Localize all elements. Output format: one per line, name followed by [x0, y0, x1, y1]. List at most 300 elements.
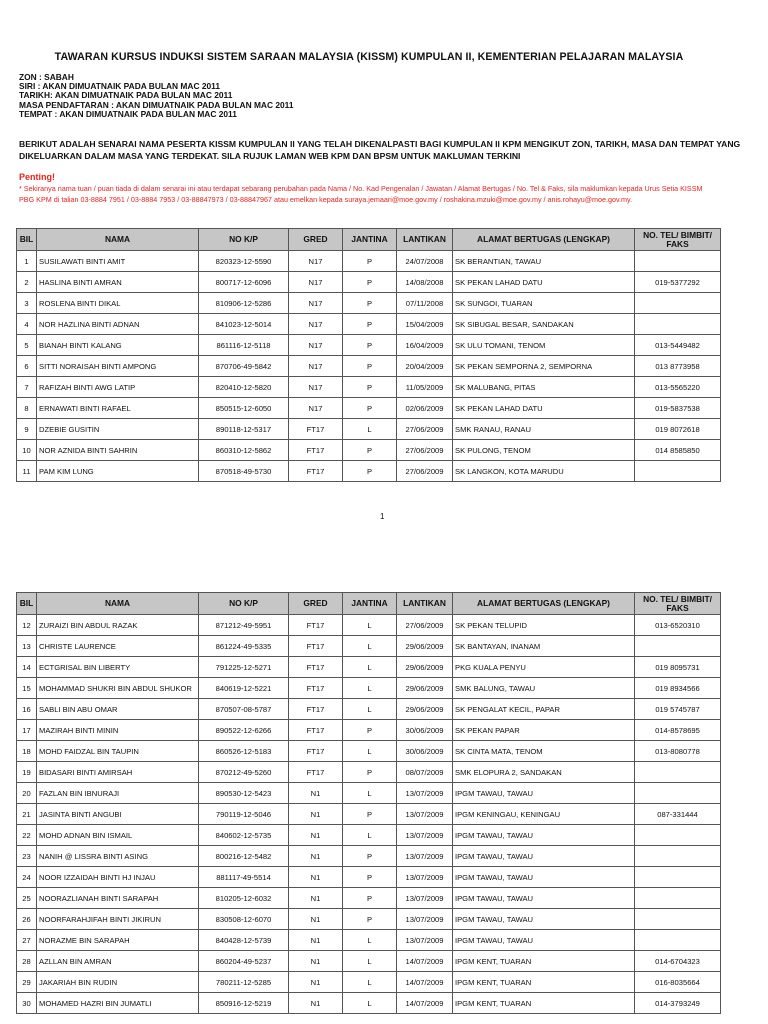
cell-gred: FT17 — [289, 762, 343, 783]
cell-alamat: SK CINTA MATA, TENOM — [453, 741, 635, 762]
cell-bil: 10 — [17, 440, 37, 461]
cell-tel: 019-5377292 — [635, 272, 721, 293]
cell-gred: N17 — [289, 251, 343, 272]
cell-lantikan: 13/07/2009 — [397, 888, 453, 909]
cell-gred: N1 — [289, 930, 343, 951]
cell-gred: FT17 — [289, 657, 343, 678]
meta-siri: SIRI : AKAN DIMUATNAIK PADA BULAN MAC 2011 — [19, 81, 221, 92]
table-row — [17, 909, 721, 930]
cell-nokp: 890530-12-5423 — [199, 783, 289, 804]
meta-tempat: TEMPAT : AKAN DIMUATNAIK PADA BULAN MAC 2011 — [19, 108, 237, 119]
cell-alamat: IPGM KENINGAU, KENINGAU — [453, 804, 635, 825]
cell-alamat: IPGM TAWAU, TAWAU — [453, 846, 635, 867]
header-gred: GRED — [289, 593, 343, 615]
header-bil: BIL — [17, 593, 37, 615]
cell-gred: N17 — [289, 335, 343, 356]
cell-nama: NANIH @ LISSRA BINTI ASING — [37, 846, 199, 867]
cell-nama: ERNAWATI BINTI RAFAEL — [37, 398, 199, 419]
cell-nama: SITTI NORAISAH BINTI AMPONG — [37, 356, 199, 377]
cell-nama: SUSILAWATI BINTI AMIT — [37, 251, 199, 272]
cell-nama: CHRISTE LAURENCE — [37, 636, 199, 657]
meta-block — [19, 73, 294, 119]
cell-lantikan: 30/06/2009 — [397, 720, 453, 741]
cell-tel — [635, 314, 721, 335]
cell-gred: N17 — [289, 272, 343, 293]
cell-tel — [635, 825, 721, 846]
cell-gred: N1 — [289, 846, 343, 867]
cell-jantina: L — [343, 636, 397, 657]
cell-lantikan: 27/06/2009 — [397, 419, 453, 440]
header-nokp: NO K/P — [199, 229, 289, 251]
cell-lantikan: 27/06/2009 — [397, 615, 453, 636]
cell-gred: N1 — [289, 825, 343, 846]
cell-tel: 014-8578695 — [635, 720, 721, 741]
table-row — [17, 972, 721, 993]
cell-jantina: P — [343, 314, 397, 335]
meta-masa: MASA PENDAFTARAN : AKAN DIMUATNAIK PADA BULAN MAC 2011 — [19, 99, 294, 110]
cell-tel — [635, 909, 721, 930]
cell-nokp: 871212-49-5951 — [199, 615, 289, 636]
table-row — [17, 251, 721, 272]
cell-tel: 014 8585850 — [635, 440, 721, 461]
cell-lantikan: 30/06/2009 — [397, 741, 453, 762]
header-nama: NAMA — [37, 229, 199, 251]
cell-nama: MOHAMED HAZRI BIN JUMATLI — [37, 993, 199, 1014]
cell-alamat: IPGM TAWAU, TAWAU — [453, 930, 635, 951]
cell-bil: 1 — [17, 251, 37, 272]
header-tel: NO. TEL/ BIMBIT/ FAKS — [635, 229, 721, 251]
intro-paragraph: BERIKUT ADALAH SENARAI NAMA PESERTA KISSM KUMPULAN II YANG TELAH DIKENALPASTI BAGI KUMPULAN II KPM MENGIKUT ZON, TARIKH, MASA DAN TEMPAT YANG DIKELUARKAN DALAM MASA YANG TERDEKAT. SILA RUJUK LAMAN WEB KPM DAN BPSM UNTUK MAKLUMAN TERKINI — [19, 139, 741, 161]
cell-alamat: SK PEKAN TELUPID — [453, 615, 635, 636]
table-row — [17, 636, 721, 657]
cell-bil: 15 — [17, 678, 37, 699]
cell-nama: ZURAIZI BIN ABDUL RAZAK — [37, 615, 199, 636]
cell-nokp: 850515-12-6050 — [199, 398, 289, 419]
cell-bil: 11 — [17, 461, 37, 482]
table-row — [17, 440, 721, 461]
cell-alamat: SK MALUBANG, PITAS — [453, 377, 635, 398]
cell-gred: N1 — [289, 993, 343, 1014]
table-row — [17, 741, 721, 762]
table-row — [17, 272, 721, 293]
cell-tel — [635, 762, 721, 783]
cell-bil: 9 — [17, 419, 37, 440]
cell-bil: 13 — [17, 636, 37, 657]
meta-zon: ZON : SABAH — [19, 72, 74, 82]
cell-alamat: SMK ELOPURA 2, SANDAKAN — [453, 762, 635, 783]
table-row — [17, 398, 721, 419]
cell-lantikan: 16/04/2009 — [397, 335, 453, 356]
cell-nama: BIANAH BINTI KALANG — [37, 335, 199, 356]
page-number: 1 — [380, 512, 385, 521]
header-nama: NAMA — [37, 593, 199, 615]
cell-tel — [635, 867, 721, 888]
cell-jantina: L — [343, 615, 397, 636]
cell-jantina: P — [343, 440, 397, 461]
cell-nama: AZLLAN BIN AMRAN — [37, 951, 199, 972]
table-row — [17, 377, 721, 398]
table-row — [17, 356, 721, 377]
cell-gred: N1 — [289, 951, 343, 972]
table-body-1 — [17, 251, 721, 482]
cell-bil: 5 — [17, 335, 37, 356]
cell-tel — [635, 293, 721, 314]
cell-bil: 28 — [17, 951, 37, 972]
cell-nama: NOOR IZZAIDAH BINTI HJ INJAU — [37, 867, 199, 888]
cell-nokp: 860310-12-5862 — [199, 440, 289, 461]
cell-jantina: P — [343, 293, 397, 314]
cell-jantina: P — [343, 251, 397, 272]
cell-nama: RAFIZAH BINTI AWG LATIP — [37, 377, 199, 398]
cell-tel — [635, 636, 721, 657]
cell-tel: 087-331444 — [635, 804, 721, 825]
cell-tel: 013 8773958 — [635, 356, 721, 377]
cell-nokp: 841023-12-5014 — [199, 314, 289, 335]
header-alamat: ALAMAT BERTUGAS (LENGKAP) — [453, 593, 635, 615]
cell-bil: 19 — [17, 762, 37, 783]
table-row — [17, 678, 721, 699]
cell-nama: MAZIRAH BINTI MININ — [37, 720, 199, 741]
cell-nokp: 850916-12-5219 — [199, 993, 289, 1014]
cell-jantina: L — [343, 930, 397, 951]
cell-nokp: 840619-12-5221 — [199, 678, 289, 699]
cell-tel: 019 8095731 — [635, 657, 721, 678]
participants-table-page-1 — [16, 228, 721, 482]
cell-nokp: 861224-49-5335 — [199, 636, 289, 657]
cell-jantina: P — [343, 398, 397, 419]
cell-jantina: P — [343, 335, 397, 356]
penting-notice: * Sekiranya nama tuan / puan tiada di dalam senarai ini atau terdapat sebarang perubahan pada Nama / No. Kad Pengenalan / Jawatan / Alamat Bertugas / No. Tel & Faks, sila maklumkan kepada Urus Setia KISSM PBG KPM di talian 03-8884 7951 / 03-8884 7953 / 03-88847973 / 03-88847967 atau emelkan kepada suraya.jemaari@moe.gov.my / roshakina.mzuki@moe.gov.my / anis.rohayu@moe.gov.my. — [19, 184, 703, 204]
cell-nama: NOR AZNIDA BINTI SAHRIN — [37, 440, 199, 461]
header-alamat: ALAMAT BERTUGAS (LENGKAP) — [453, 229, 635, 251]
cell-bil: 21 — [17, 804, 37, 825]
cell-tel: 019 5745787 — [635, 699, 721, 720]
cell-nokp: 870507-08-5787 — [199, 699, 289, 720]
table-row — [17, 314, 721, 335]
cell-lantikan: 27/06/2009 — [397, 440, 453, 461]
cell-nokp: 861116-12-5118 — [199, 335, 289, 356]
cell-alamat: SK ULU TOMANI, TENOM — [453, 335, 635, 356]
cell-nama: JAKARIAH BIN RUDIN — [37, 972, 199, 993]
cell-lantikan: 13/07/2009 — [397, 867, 453, 888]
cell-gred: N1 — [289, 783, 343, 804]
header-bil: BIL — [17, 229, 37, 251]
penting-heading: Penting! — [19, 172, 55, 182]
cell-bil: 3 — [17, 293, 37, 314]
cell-bil: 16 — [17, 699, 37, 720]
cell-lantikan: 02/06/2009 — [397, 398, 453, 419]
cell-alamat: PKG KUALA PENYU — [453, 657, 635, 678]
cell-bil: 4 — [17, 314, 37, 335]
cell-lantikan: 29/06/2009 — [397, 678, 453, 699]
cell-nokp: 860204-49-5237 — [199, 951, 289, 972]
table-row — [17, 419, 721, 440]
cell-nama: ECTGRISAL BIN LIBERTY — [37, 657, 199, 678]
cell-nokp: 810205-12-6032 — [199, 888, 289, 909]
cell-jantina: P — [343, 888, 397, 909]
cell-tel — [635, 930, 721, 951]
cell-tel — [635, 251, 721, 272]
cell-lantikan: 13/07/2009 — [397, 804, 453, 825]
cell-lantikan: 29/06/2009 — [397, 699, 453, 720]
cell-bil: 18 — [17, 741, 37, 762]
cell-bil: 29 — [17, 972, 37, 993]
cell-gred: FT17 — [289, 678, 343, 699]
cell-lantikan: 27/06/2009 — [397, 461, 453, 482]
cell-gred: N1 — [289, 867, 343, 888]
cell-tel: 019 8072618 — [635, 419, 721, 440]
cell-alamat: IPGM TAWAU, TAWAU — [453, 909, 635, 930]
cell-gred: N1 — [289, 909, 343, 930]
cell-jantina: L — [343, 783, 397, 804]
cell-tel — [635, 846, 721, 867]
cell-bil: 7 — [17, 377, 37, 398]
table-header-row — [17, 593, 721, 615]
table-header-row — [17, 229, 721, 251]
table-row — [17, 615, 721, 636]
cell-nokp: 890118-12-5317 — [199, 419, 289, 440]
cell-nama: PAM KIM LUNG — [37, 461, 199, 482]
cell-gred: N17 — [289, 293, 343, 314]
cell-gred: N17 — [289, 377, 343, 398]
cell-nokp: 810906-12-5286 — [199, 293, 289, 314]
cell-alamat: SK PEKAN SEMPORNA 2, SEMPORNA — [453, 356, 635, 377]
cell-tel: 019-5837538 — [635, 398, 721, 419]
cell-jantina: L — [343, 993, 397, 1014]
cell-nama: DZEBIE GUSITIN — [37, 419, 199, 440]
cell-alamat: IPGM KENT, TUARAN — [453, 993, 635, 1014]
cell-gred: FT17 — [289, 699, 343, 720]
cell-nokp: 800717-12-6096 — [199, 272, 289, 293]
table-row — [17, 657, 721, 678]
cell-nama: ROSLENA BINTI DIKAL — [37, 293, 199, 314]
cell-nokp: 870212-49-5260 — [199, 762, 289, 783]
cell-nokp: 780211-12-5285 — [199, 972, 289, 993]
cell-tel: 013-6520310 — [635, 615, 721, 636]
cell-nama: MOHAMMAD SHUKRI BIN ABDUL SHUKOR — [37, 678, 199, 699]
cell-tel: 013-8080778 — [635, 741, 721, 762]
header-gred: GRED — [289, 229, 343, 251]
cell-nokp: 830508-12-6070 — [199, 909, 289, 930]
cell-alamat: SK PEKAN LAHAD DATU — [453, 398, 635, 419]
cell-gred: N17 — [289, 356, 343, 377]
cell-bil: 27 — [17, 930, 37, 951]
cell-nama: FAZLAN BIN IBNURAJI — [37, 783, 199, 804]
document-title: TAWARAN KURSUS INDUKSI SISTEM SARAAN MALAYSIA (KISSM) KUMPULAN II, KEMENTERIAN PELAJARAN MALAYSIA — [54, 51, 684, 63]
cell-jantina: L — [343, 419, 397, 440]
cell-bil: 22 — [17, 825, 37, 846]
cell-lantikan: 24/07/2008 — [397, 251, 453, 272]
cell-jantina: P — [343, 461, 397, 482]
table-row — [17, 804, 721, 825]
cell-nokp: 890522-12-6266 — [199, 720, 289, 741]
cell-nokp: 881117-49-5514 — [199, 867, 289, 888]
cell-nama: NOR HAZLINA BINTI ADNAN — [37, 314, 199, 335]
cell-jantina: P — [343, 356, 397, 377]
cell-nokp: 840602-12-5735 — [199, 825, 289, 846]
cell-nokp: 800216-12-5482 — [199, 846, 289, 867]
cell-alamat: IPGM KENT, TUARAN — [453, 951, 635, 972]
meta-tarikh: TARIKH: AKAN DIMUATNAIK PADA BULAN MAC 2011 — [19, 90, 233, 101]
cell-tel — [635, 461, 721, 482]
cell-jantina: L — [343, 657, 397, 678]
cell-alamat: SK BERANTIAN, TAWAU — [453, 251, 635, 272]
cell-bil: 14 — [17, 657, 37, 678]
cell-tel: 013-5565220 — [635, 377, 721, 398]
cell-jantina: P — [343, 377, 397, 398]
cell-lantikan: 13/07/2009 — [397, 825, 453, 846]
cell-tel: 013-5449482 — [635, 335, 721, 356]
cell-bil: 20 — [17, 783, 37, 804]
cell-bil: 2 — [17, 272, 37, 293]
cell-bil: 30 — [17, 993, 37, 1014]
cell-alamat: SK SUNGOI, TUARAN — [453, 293, 635, 314]
cell-tel: 014-3793249 — [635, 993, 721, 1014]
cell-nama: HASLINA BINTI AMRAN — [37, 272, 199, 293]
cell-lantikan: 13/07/2009 — [397, 846, 453, 867]
cell-lantikan: 13/07/2009 — [397, 930, 453, 951]
cell-gred: FT17 — [289, 741, 343, 762]
cell-jantina: L — [343, 972, 397, 993]
cell-lantikan: 07/11/2008 — [397, 293, 453, 314]
cell-nokp: 870518-49-5730 — [199, 461, 289, 482]
cell-bil: 25 — [17, 888, 37, 909]
cell-jantina: L — [343, 951, 397, 972]
cell-alamat: IPGM TAWAU, TAWAU — [453, 888, 635, 909]
header-jantina: JANTINA — [343, 229, 397, 251]
table-row — [17, 993, 721, 1014]
cell-nokp: 860526-12-5183 — [199, 741, 289, 762]
cell-tel — [635, 783, 721, 804]
cell-lantikan: 13/07/2009 — [397, 783, 453, 804]
cell-lantikan: 20/04/2009 — [397, 356, 453, 377]
table-row — [17, 699, 721, 720]
cell-lantikan: 14/08/2008 — [397, 272, 453, 293]
cell-nama: BIDASARI BINTI AMIRSAH — [37, 762, 199, 783]
header-lantikan: LANTIKAN — [397, 593, 453, 615]
cell-jantina: L — [343, 741, 397, 762]
cell-jantina: L — [343, 825, 397, 846]
cell-lantikan: 13/07/2009 — [397, 909, 453, 930]
cell-alamat: IPGM KENT, TUARAN — [453, 972, 635, 993]
cell-jantina: P — [343, 804, 397, 825]
cell-nama: JASINTA BINTI ANGUBI — [37, 804, 199, 825]
cell-alamat: SK PENGALAT KECIL, PAPAR — [453, 699, 635, 720]
cell-jantina: L — [343, 699, 397, 720]
table-row — [17, 888, 721, 909]
cell-nama: MOHD ADNAN BIN ISMAIL — [37, 825, 199, 846]
cell-gred: N17 — [289, 398, 343, 419]
cell-nama: NOORFARAHJIFAH BINTI JIKIRUN — [37, 909, 199, 930]
table-body-2 — [17, 615, 721, 1014]
cell-bil: 6 — [17, 356, 37, 377]
cell-lantikan: 14/07/2009 — [397, 972, 453, 993]
header-lantikan: LANTIKAN — [397, 229, 453, 251]
cell-alamat: IPGM TAWAU, TAWAU — [453, 825, 635, 846]
table-row — [17, 783, 721, 804]
cell-gred: N1 — [289, 888, 343, 909]
cell-jantina: P — [343, 909, 397, 930]
header-jantina: JANTINA — [343, 593, 397, 615]
table-row — [17, 293, 721, 314]
cell-nama: NORAZME BIN SARAPAH — [37, 930, 199, 951]
cell-jantina: P — [343, 846, 397, 867]
cell-nokp: 840428-12-5739 — [199, 930, 289, 951]
cell-tel — [635, 888, 721, 909]
cell-bil: 17 — [17, 720, 37, 741]
cell-alamat: SMK RANAU, RANAU — [453, 419, 635, 440]
table-row — [17, 951, 721, 972]
cell-alamat: SK SIBUGAL BESAR, SANDAKAN — [453, 314, 635, 335]
cell-lantikan: 14/07/2009 — [397, 951, 453, 972]
cell-gred: FT17 — [289, 419, 343, 440]
cell-lantikan: 29/06/2009 — [397, 636, 453, 657]
cell-lantikan: 11/05/2009 — [397, 377, 453, 398]
cell-bil: 23 — [17, 846, 37, 867]
cell-gred: FT17 — [289, 636, 343, 657]
header-tel: NO. TEL/ BIMBIT/ FAKS — [635, 593, 721, 615]
cell-lantikan: 08/07/2009 — [397, 762, 453, 783]
cell-jantina: P — [343, 867, 397, 888]
cell-alamat: SK PEKAN LAHAD DATU — [453, 272, 635, 293]
header-nokp: NO K/P — [199, 593, 289, 615]
cell-gred: N1 — [289, 972, 343, 993]
cell-bil: 8 — [17, 398, 37, 419]
cell-bil: 24 — [17, 867, 37, 888]
table-row — [17, 335, 721, 356]
cell-tel: 019 8934566 — [635, 678, 721, 699]
cell-alamat: IPGM TAWAU, TAWAU — [453, 867, 635, 888]
table-row — [17, 846, 721, 867]
cell-alamat: IPGM TAWAU, TAWAU — [453, 783, 635, 804]
cell-lantikan: 15/04/2009 — [397, 314, 453, 335]
cell-jantina: P — [343, 272, 397, 293]
cell-bil: 26 — [17, 909, 37, 930]
cell-lantikan: 29/06/2009 — [397, 657, 453, 678]
cell-nokp: 870706-49-5842 — [199, 356, 289, 377]
cell-gred: N17 — [289, 314, 343, 335]
cell-tel: 016-8035664 — [635, 972, 721, 993]
table-row — [17, 825, 721, 846]
table-row — [17, 461, 721, 482]
cell-alamat: SK PEKAN PAPAR — [453, 720, 635, 741]
cell-gred: FT17 — [289, 440, 343, 461]
cell-jantina: P — [343, 762, 397, 783]
cell-alamat: SK BANTAYAN, INANAM — [453, 636, 635, 657]
cell-gred: N1 — [289, 804, 343, 825]
cell-nokp: 820323-12-5590 — [199, 251, 289, 272]
cell-gred: FT17 — [289, 720, 343, 741]
cell-lantikan: 14/07/2009 — [397, 993, 453, 1014]
participants-table-page-2 — [16, 592, 721, 1014]
cell-nama: MOHD FAIDZAL BIN TAUPIN — [37, 741, 199, 762]
cell-nokp: 791225-12-5271 — [199, 657, 289, 678]
cell-jantina: L — [343, 678, 397, 699]
cell-gred: FT17 — [289, 461, 343, 482]
cell-alamat: SK PULONG, TENOM — [453, 440, 635, 461]
table-row — [17, 762, 721, 783]
cell-jantina: P — [343, 720, 397, 741]
cell-nama: SABLI BIN ABU OMAR — [37, 699, 199, 720]
cell-alamat: SK LANGKON, KOTA MARUDU — [453, 461, 635, 482]
table-row — [17, 930, 721, 951]
cell-alamat: SMK BALUNG, TAWAU — [453, 678, 635, 699]
cell-nokp: 820410-12-5820 — [199, 377, 289, 398]
table-row — [17, 867, 721, 888]
cell-tel: 014-6704323 — [635, 951, 721, 972]
cell-nama: NOORAZLIANAH BINTI SARAPAH — [37, 888, 199, 909]
cell-bil: 12 — [17, 615, 37, 636]
